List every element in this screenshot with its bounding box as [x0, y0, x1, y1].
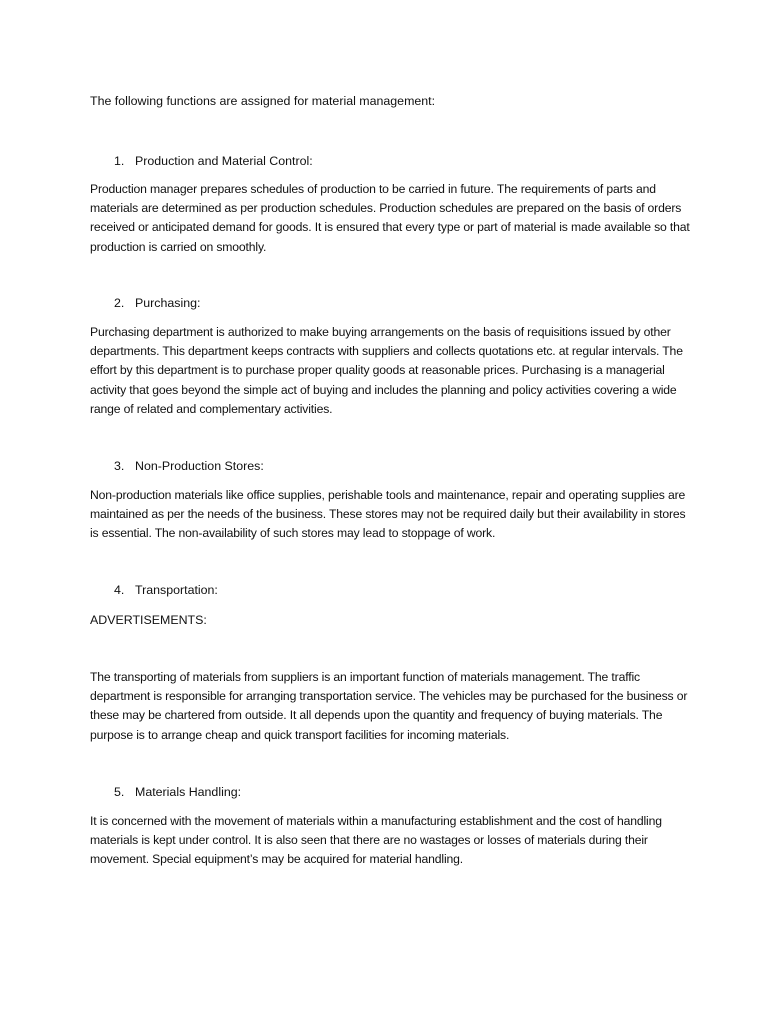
- section-body-transportation: The transporting of materials from suppliers is an important function of materials management. The traffic department is responsible for arranging transportation service. The vehicles may be purchased for the business or these may be chartered from outside. It all depends upon the quantity and frequency of buying materials. The purpose is to arrange cheap and quick transport facilities for incoming materials.: [90, 670, 688, 742]
- section-title: Production and Material Control:: [135, 154, 313, 168]
- section-body-materials-handling: It is concerned with the movement of materials within a manufacturing establishment and the cost of handling materials is kept under control. It is also seen that there are no wastages or losses of materials during their movement. Special equipment’s may be acquired for material handling.: [90, 814, 662, 867]
- section-number: 3.: [114, 459, 125, 473]
- section-heading-purchasing: [114, 294, 200, 313]
- section-body-production-control: Production manager prepares schedules of production to be carried in future. The requirements of parts and materials are determined as per production schedules. Production schedules are prepared on the basis of orders received or anticipated demand for goods. It is ensured that every type or part of material is made available so that production is carried on smoothly.: [90, 182, 690, 254]
- advertisements-label: ADVERTISEMENTS:: [90, 613, 207, 627]
- section-title: Non-Production Stores:: [135, 459, 264, 473]
- section-title: Purchasing:: [135, 296, 201, 310]
- section-number: 2.: [114, 296, 125, 310]
- section-heading-production-control: [114, 152, 313, 171]
- section-title: Transportation:: [135, 583, 218, 597]
- section-body-non-production-stores: Non-production materials like office supplies, perishable tools and maintenance, repair and operating supplies are maintained as per the needs of the business. These stores may not be required daily but their availability in stores is essential. The non-availability of such stores may lead to stoppage of work.: [90, 488, 686, 541]
- section-heading-materials-handling: [114, 783, 241, 802]
- section-body-purchasing: Purchasing department is authorized to make buying arrangements on the basis of requisitions issued by other departments. This department keeps contracts with suppliers and collects quotations etc. at regular intervals. The effort by this department is to purchase proper quality goods at reasonable prices. Purchasing is a managerial activity that goes beyond the simple act of buying and includes the planning and policy activities covering a wide range of related and complementary activities.: [90, 325, 683, 416]
- intro-text: The following functions are assigned for material management:: [90, 94, 436, 108]
- section-number: 5.: [114, 785, 125, 799]
- section-number: 4.: [114, 583, 125, 597]
- section-title: Materials Handling:: [135, 785, 242, 799]
- section-number: 1.: [114, 154, 125, 168]
- section-heading-transportation: [114, 581, 218, 600]
- section-heading-non-production-stores: [114, 457, 264, 476]
